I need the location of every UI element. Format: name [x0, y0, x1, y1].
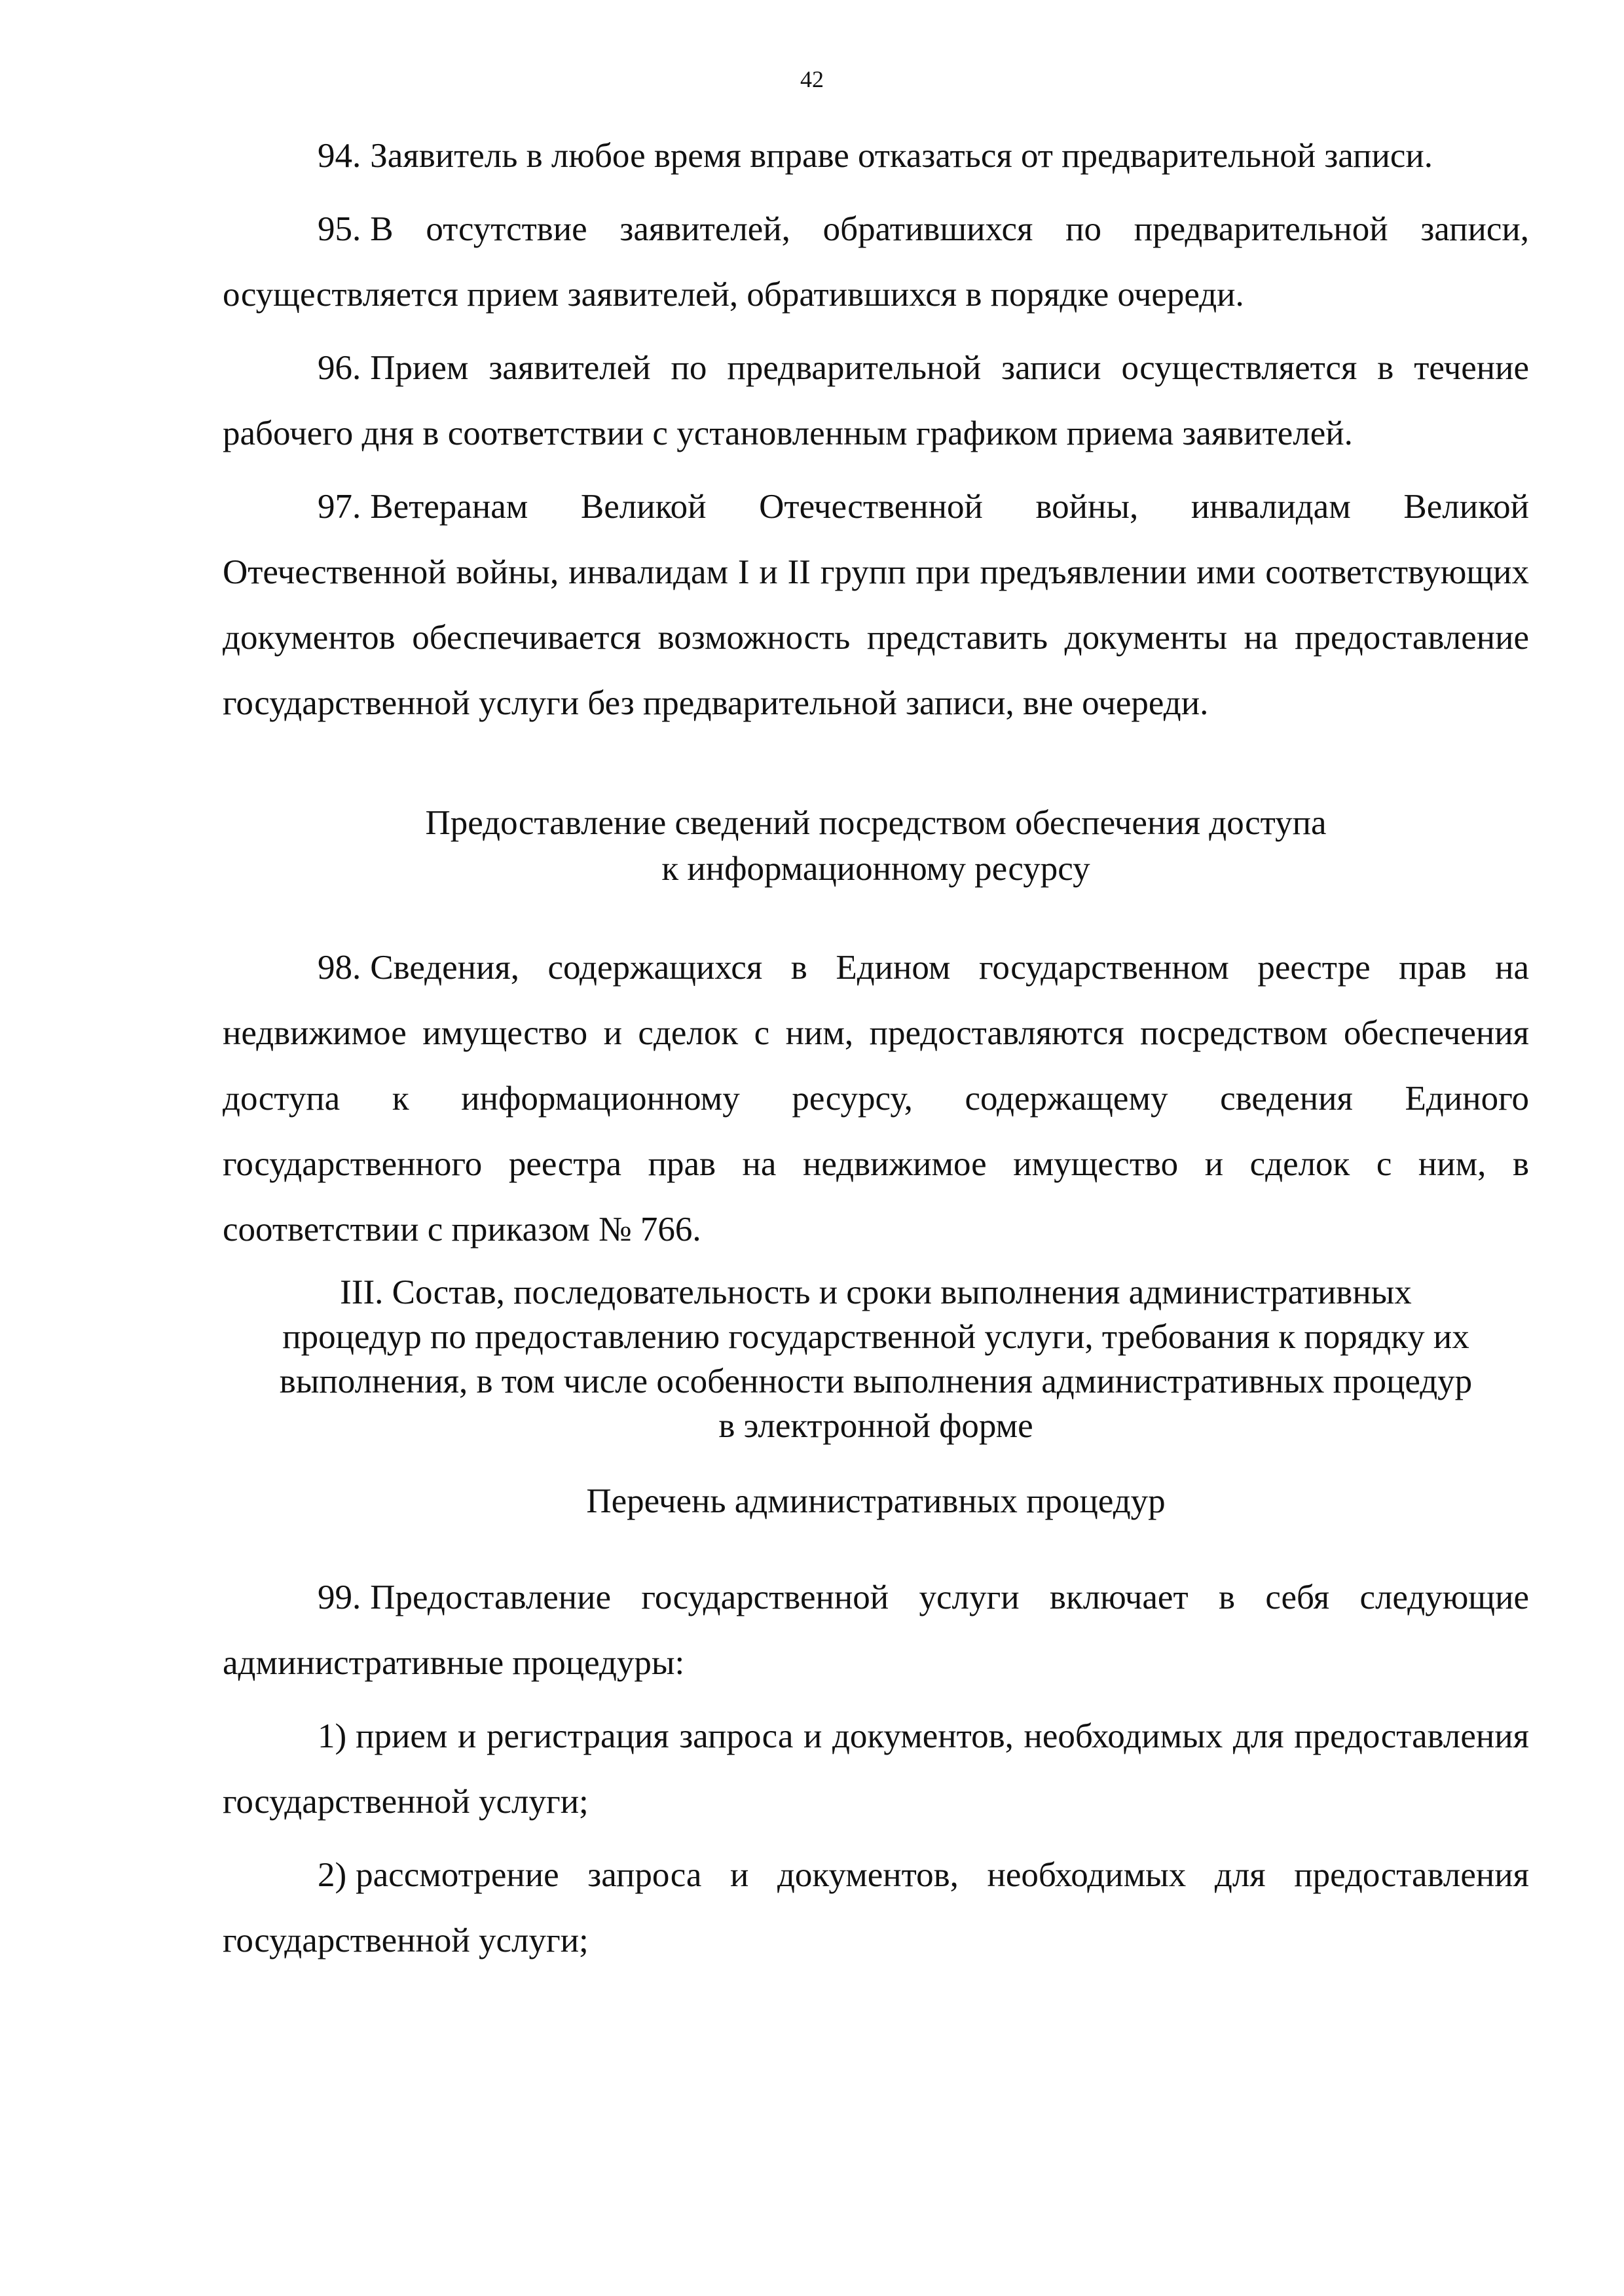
paragraph-number: 95.: [318, 210, 361, 248]
heading-line: выполнения, в том числе особенности выполнения административных процедур: [279, 1362, 1473, 1400]
paragraph-text: Сведения, содержащихся в Едином государственном реестре прав на недвижимое имущество и сделок с ним, предоставляются посредством обеспечения доступа к информационному ресурсу, содержащему сведения Единого государственного реестра прав на недвижимое имущество и сделок с ним, в соответствии с приказом № 766.: [223, 949, 1529, 1248]
paragraph-94: [223, 123, 1529, 189]
list-item-number: 2): [318, 1856, 347, 1894]
list-item-text: прием и регистрация запроса и документов, необходимых для предоставления государственной услуги;: [223, 1717, 1529, 1821]
paragraph-99: [223, 1565, 1529, 1696]
paragraph-text: Заявитель в любое время вправе отказаться от предварительной записи.: [370, 137, 1433, 175]
paragraph-number: 96.: [318, 349, 361, 387]
subheading-procedures-list: [223, 1478, 1529, 1524]
heading-line: в электронной форме: [718, 1407, 1033, 1445]
section-heading-access: [223, 800, 1529, 892]
chapter-heading-3: [223, 1270, 1529, 1448]
paragraph-text: Ветеранам Великой Отечественной войны, инвалидам Великой Отечественной войны, инвалидам I и II групп при предъявлении ими соответствующих документов обеспечивается возможность представить документы на предоставление государственной услуги без предварительной записи, вне очереди.: [223, 488, 1529, 722]
heading-line: процедур по предоставлению государственной услуги, требования к порядку их: [282, 1318, 1469, 1356]
list-item-2: [223, 1842, 1529, 1973]
heading-line: Перечень административных процедур: [586, 1482, 1166, 1520]
heading-line: Предоставление сведений посредством обеспечения доступа: [425, 804, 1327, 842]
paragraph-text: В отсутствие заявителей, обратившихся по предварительной записи, осуществляется прием заявителей, обратившихся в порядке очереди.: [223, 210, 1529, 314]
paragraph-98: [223, 935, 1529, 1262]
paragraph-96: [223, 335, 1529, 466]
list-item-number: 1): [318, 1717, 347, 1755]
paragraph-97: [223, 474, 1529, 736]
page-number: 42: [800, 66, 824, 92]
heading-line: III. Состав, последовательность и сроки выполнения административных: [340, 1273, 1412, 1311]
paragraph-number: 94.: [318, 137, 361, 175]
list-item-1: [223, 1704, 1529, 1834]
paragraph-95: [223, 196, 1529, 327]
paragraph-number: 99.: [318, 1578, 361, 1616]
paragraph-text: Прием заявителей по предварительной записи осуществляется в течение рабочего дня в соответствии с установленным графиком приема заявителей.: [223, 349, 1529, 452]
page-content: [223, 123, 1529, 1981]
heading-line: к информационному ресурсу: [661, 850, 1090, 888]
paragraph-number: 98.: [318, 949, 361, 987]
list-item-text: рассмотрение запроса и документов, необходимых для предоставления государственной услуги;: [223, 1856, 1529, 1959]
paragraph-text: Предоставление государственной услуги включает в себя следующие административные процедуры:: [223, 1578, 1529, 1682]
paragraph-number: 97.: [318, 488, 361, 526]
